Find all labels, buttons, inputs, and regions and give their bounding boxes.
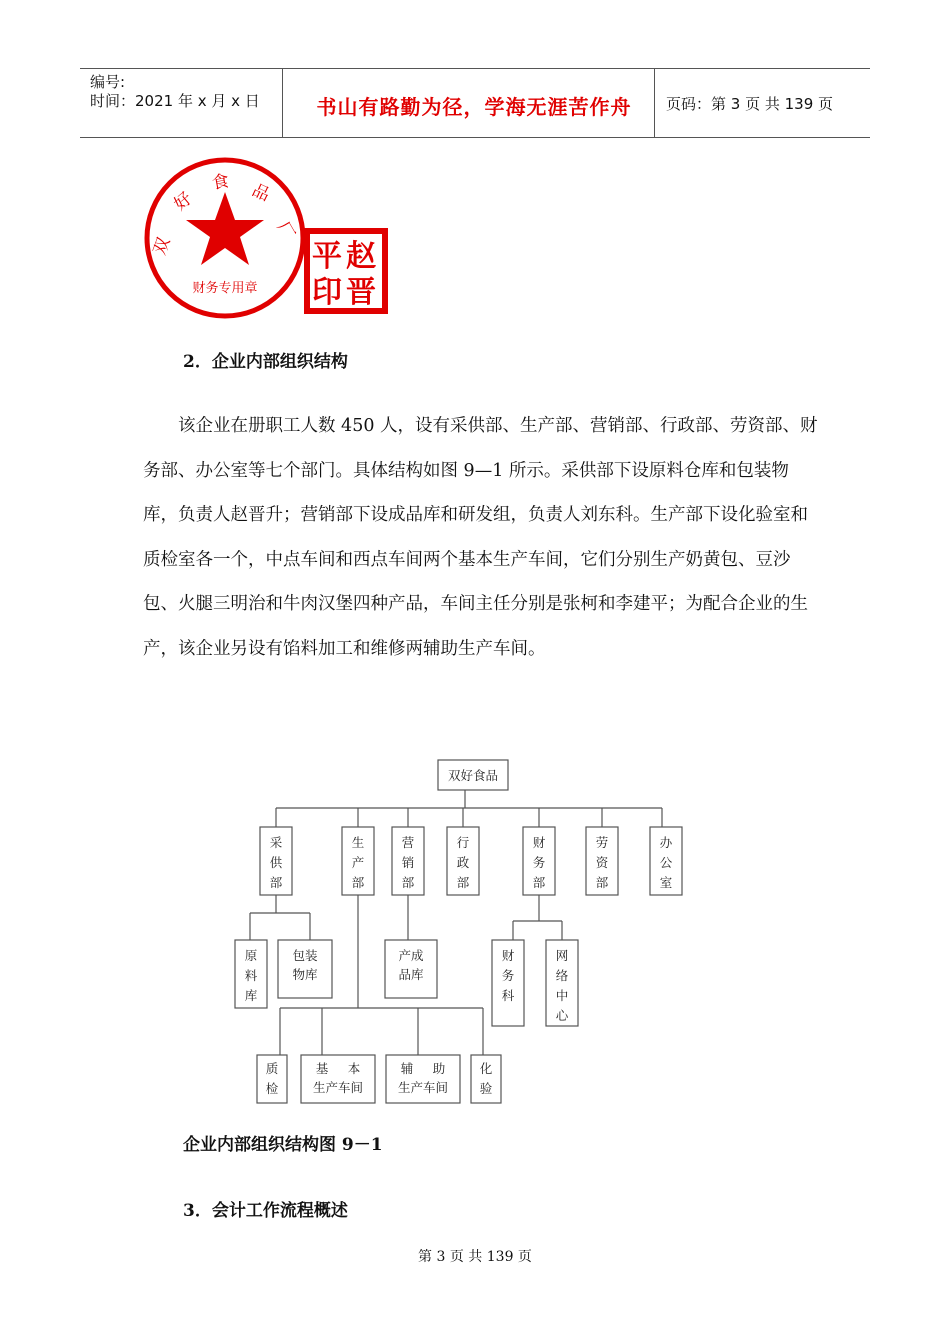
svg-text:财务专用章: 财务专用章: [192, 281, 258, 296]
section-2-title: 2．企业内部组织结构: [183, 352, 348, 372]
sub-unit-label: 本: [347, 1061, 361, 1076]
header-divider: [654, 69, 655, 137]
department-label: 政: [456, 855, 470, 870]
sub-unit-label: 生产车间: [397, 1080, 449, 1095]
sub-unit-label: 基: [315, 1061, 329, 1076]
page-header: [80, 68, 870, 138]
department-label: 劳: [595, 835, 609, 850]
svg-text:品: 品: [248, 180, 273, 206]
department-label: 营: [401, 835, 415, 850]
department-label: 务: [532, 855, 546, 870]
department-label: 公: [659, 855, 673, 870]
org-chart-labels: [245, 768, 673, 1096]
sub-unit-label: 化: [479, 1061, 493, 1076]
sub-unit-label: 务: [501, 968, 515, 983]
sub-unit-label: 心: [555, 1008, 569, 1023]
sub-unit-label: 料: [244, 968, 258, 983]
sub-unit-label: 库: [244, 988, 258, 1003]
svg-text:印: 印: [312, 275, 342, 310]
sub-unit-label: 包装: [292, 948, 318, 963]
svg-text:平: 平: [312, 239, 342, 274]
department-label: 生: [351, 835, 365, 850]
sub-unit-label: 检: [265, 1081, 279, 1096]
sub-unit-label: 物库: [292, 967, 318, 982]
sub-unit-label: 产成: [398, 948, 424, 963]
sub-unit-label: 络: [555, 968, 569, 983]
sub-unit-label: 原: [244, 948, 258, 963]
department-label: 部: [269, 875, 283, 890]
department-label: 行: [456, 835, 470, 850]
section-2-paragraph: [143, 404, 823, 671]
header-motto: 书山有路勤为径，学海无涯苦作舟: [316, 95, 632, 119]
department-label: 资: [595, 855, 609, 870]
department-label: 产: [351, 855, 365, 870]
department-label: 部: [532, 875, 546, 890]
department-label: 供: [269, 855, 283, 870]
header-meta: [90, 73, 260, 111]
department-label: 财: [532, 835, 546, 850]
sub-unit-label: 品库: [398, 967, 424, 982]
department-label: 部: [456, 875, 470, 890]
department-label: 销: [401, 855, 415, 870]
page-footer: 第 3 页 共 139 页: [418, 1249, 532, 1265]
sub-unit-label: 网: [555, 948, 569, 963]
sub-unit-label: 财: [501, 948, 515, 963]
org-root-label: 双好食品: [447, 768, 499, 783]
square-name-seal: [304, 228, 388, 314]
paragraph-text: 该企业在册职工人数 450 人，设有采供部、生产部、营销部、行政部、劳资部、财务部、办公室等七个部门。具体结构如图 9—1 所示。采供部下设原料仓库和包装物库，负责人赵晋升；营销部下设成品库和研发组，负责人刘东科。生产部下设化验室和质检室各一个，中点车间和西点车间两个基本生产车间，它们分别生产奶黄包、豆沙包、火腿三明治和牛肉汉堡四种产品，车间主任分别是张柯和李建平；为配合企业的生产，该企业另设有馅料加工和维修两辅助生产车间。: [143, 416, 818, 659]
svg-text:厂: 厂: [272, 218, 299, 244]
figure-caption: 企业内部组织结构图 9－1: [183, 1135, 383, 1155]
org-chart: [230, 755, 700, 1110]
department-label: 部: [351, 875, 365, 890]
section-3-title: 3．会计工作流程概述: [183, 1201, 348, 1221]
header-time: 时间：2021 年 x 月 x 日: [90, 92, 260, 110]
svg-text:赵: 赵: [346, 239, 376, 274]
sub-unit-label: 生产车间: [312, 1080, 364, 1095]
department-label: 办: [659, 835, 673, 850]
sub-unit-label: 质: [265, 1061, 279, 1076]
sub-unit-label: 验: [479, 1081, 493, 1096]
sub-unit-label: 辅: [400, 1061, 414, 1076]
department-label: 采: [269, 835, 283, 850]
sub-unit-label: 科: [501, 988, 515, 1003]
department-label: 部: [595, 875, 609, 890]
header-number-label: 编号:: [90, 73, 126, 91]
round-seal-stamp: [143, 156, 307, 320]
department-label: 部: [401, 875, 415, 890]
svg-text:双: 双: [149, 234, 175, 258]
department-label: 室: [659, 875, 673, 890]
header-page-number: 页码：第 3 页 共 139 页: [666, 95, 834, 113]
sub-unit-label: 中: [555, 988, 569, 1003]
svg-text:好: 好: [170, 188, 197, 215]
sub-unit-label: 助: [432, 1061, 446, 1076]
svg-text:晋: 晋: [346, 275, 376, 310]
svg-text:食: 食: [210, 171, 231, 194]
header-divider: [282, 69, 283, 137]
